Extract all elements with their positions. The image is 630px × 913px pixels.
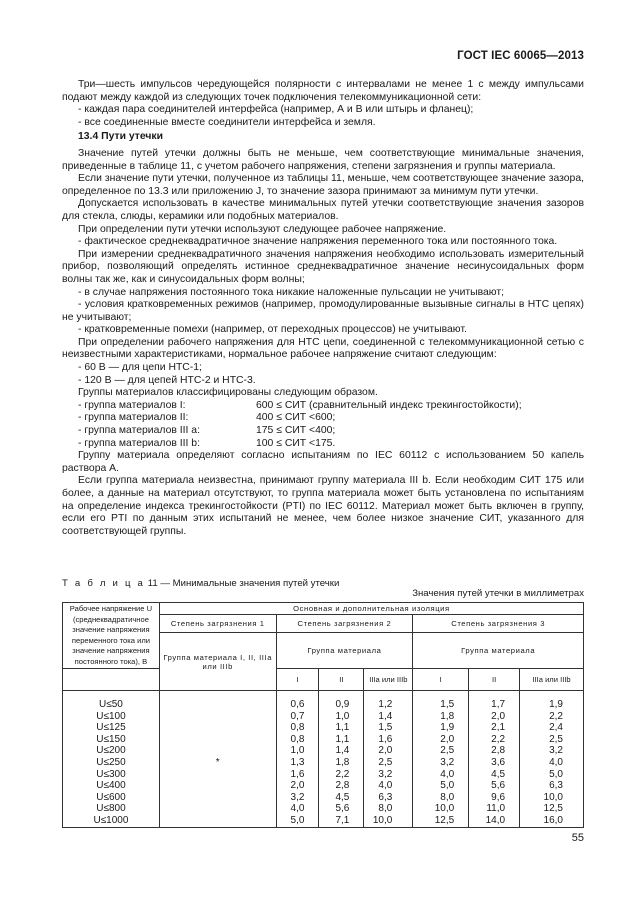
value-cell: 2,0 bbox=[364, 745, 413, 757]
value-cell: 5,0 bbox=[276, 815, 319, 827]
value-cell: 16,0 bbox=[520, 815, 584, 827]
table-row bbox=[63, 757, 584, 769]
table-row bbox=[63, 691, 584, 711]
value-cell: 2,0 bbox=[469, 711, 520, 723]
value-cell: 2,5 bbox=[364, 757, 413, 769]
value-cell: 4,0 bbox=[413, 769, 469, 781]
value-cell: 1,8 bbox=[319, 757, 364, 769]
voltage-cell: U≤600 bbox=[63, 792, 160, 804]
voltage-cell: U≤150 bbox=[63, 734, 160, 746]
table-row bbox=[63, 815, 584, 827]
value-cell: 0,6 bbox=[276, 691, 319, 711]
value-cell: 1,5 bbox=[364, 722, 413, 734]
subcolumn-header: I bbox=[276, 669, 319, 691]
value-cell: 5,0 bbox=[413, 780, 469, 792]
value-cell: 0,7 bbox=[276, 711, 319, 723]
value-cell: 1,0 bbox=[319, 711, 364, 723]
table-unit-note: Значения путей утечки в миллиметрах bbox=[412, 588, 584, 599]
value-cell: 2,8 bbox=[319, 780, 364, 792]
table-row bbox=[63, 780, 584, 792]
closing-paragraphs bbox=[62, 450, 584, 538]
paragraph: Три—шесть импульсов чередующейся полярности с интервалами не менее 1 с между импульсами подают между каждой из следующих точек подключения телекоммуникационной сети: bbox=[62, 79, 584, 103]
section-paragraphs bbox=[62, 148, 584, 400]
material-group-condition: 400 ≤ СИТ <600; bbox=[256, 412, 336, 424]
value-cell: 2,2 bbox=[520, 711, 584, 723]
subcolumn-header: II bbox=[319, 669, 364, 691]
material-group-name: - группа материалов III b: bbox=[78, 437, 200, 449]
subcolumn-header: I bbox=[413, 669, 469, 691]
value-cell: 1,4 bbox=[364, 711, 413, 723]
intro-paragraphs bbox=[62, 79, 584, 129]
document-code: ГОСТ IEC 60065—2013 bbox=[457, 50, 584, 62]
voltage-cell: U≤800 bbox=[63, 803, 160, 815]
material-group-item bbox=[62, 438, 584, 451]
value-cell: 12,5 bbox=[413, 815, 469, 827]
value-cell: 1,4 bbox=[319, 745, 364, 757]
voltage-cell: U≤1000 bbox=[63, 815, 160, 827]
paragraph: При измерении среднеквадратичного значения напряжения необходимо использовать измерительный прибор, позволяющий определять истинное среднеквадратичное значение несинусоидальных форм волны так же, как и синусоидальных форм волны; bbox=[62, 248, 584, 285]
material-group-name: - группа материалов III a: bbox=[78, 425, 200, 437]
paragraph: Если значение пути утечки, полученное из таблицы 11, меньше, чем соответствующее значение зазора, определенное по 13.3 или приложению J, то значение зазора принимают за минимум пути утечки. bbox=[62, 173, 584, 197]
paragraph: При определении рабочего напряжения для НТС цепи, соединенной с телекоммуникационной сетью с неизвестными характеристиками, нормальное рабочее напряжение считают следующим: bbox=[62, 336, 584, 361]
table-row bbox=[63, 769, 584, 781]
value-cell: 2,2 bbox=[319, 769, 364, 781]
header-degree-3: Степень загрязнения 3 bbox=[413, 615, 584, 633]
material-group-item bbox=[62, 425, 584, 438]
subcolumn-header: IIIa или IIIb bbox=[364, 669, 413, 691]
table-row bbox=[63, 792, 584, 804]
material-group-item bbox=[62, 412, 584, 425]
body-text bbox=[62, 79, 584, 538]
value-cell: 6,3 bbox=[364, 792, 413, 804]
value-cell: 5,6 bbox=[469, 780, 520, 792]
value-cell: 0,9 bbox=[319, 691, 364, 711]
value-cell: 7,1 bbox=[319, 815, 364, 827]
value-cell: 2,0 bbox=[276, 780, 319, 792]
material-group-condition: 600 ≤ СИТ (сравнительный индекс трекингостойкости); bbox=[256, 399, 522, 411]
value-cell: 2,5 bbox=[413, 745, 469, 757]
material-group-item bbox=[62, 400, 584, 413]
header-degree-1: Степень загрязнения 1 bbox=[159, 615, 276, 633]
table-caption bbox=[62, 578, 339, 589]
page-number: 55 bbox=[571, 832, 584, 844]
value-cell: 4,0 bbox=[520, 757, 584, 769]
table-row bbox=[63, 722, 584, 734]
value-cell: 8,0 bbox=[364, 803, 413, 815]
value-cell: 1,1 bbox=[319, 734, 364, 746]
header-group-degree-2: Группа материала bbox=[276, 633, 413, 669]
material-group-condition: 100 ≤ СИТ <175. bbox=[256, 437, 336, 449]
row-header-voltage: Рабочее напряжение U (среднеквадратичное значение напряжения переменного тока или значение напряжения постоянного тока), В bbox=[63, 603, 160, 669]
value-cell: 1,1 bbox=[319, 722, 364, 734]
value-cell: 1,0 bbox=[276, 745, 319, 757]
value-cell: 3,2 bbox=[276, 792, 319, 804]
value-cell: 10,0 bbox=[413, 803, 469, 815]
value-cell: 1,8 bbox=[413, 711, 469, 723]
value-cell: 1,2 bbox=[364, 691, 413, 711]
table-row bbox=[63, 734, 584, 746]
paragraph: Значение путей утечки должны быть не меньше, чем соответствующие минимальные значения, приведенные в таблице 11, с учетом рабочего напряжения, степени загрязнения и группы материала. bbox=[62, 147, 584, 172]
value-cell: 3,2 bbox=[413, 757, 469, 769]
value-cell: 1,5 bbox=[413, 691, 469, 711]
paragraph: При определении пути утечки используют следующее рабочее напряжение. bbox=[78, 223, 447, 235]
voltage-cell: U≤250 bbox=[63, 757, 160, 769]
value-cell: 1,3 bbox=[276, 757, 319, 769]
value-cell: 5,0 bbox=[520, 769, 584, 781]
list-item: - фактическое среднеквадратичное значение напряжения переменного тока или постоянного тока. bbox=[78, 236, 558, 248]
list-item: - 60 В — для цепи НТС-1; bbox=[78, 362, 202, 374]
list-item: - 120 В — для цепей НТС-2 и НТС-3. bbox=[78, 374, 256, 386]
value-cell: 1,6 bbox=[364, 734, 413, 746]
material-group-name: - группа материалов II: bbox=[78, 412, 189, 424]
table-row bbox=[63, 711, 584, 723]
value-cell: 11,0 bbox=[469, 803, 520, 815]
table-row bbox=[63, 745, 584, 757]
value-cell: 1,7 bbox=[469, 691, 520, 711]
paragraph: - условия кратковременных режимов (например, промодулированные вызывные сигналы в НТС цепях) не учитывают; bbox=[62, 299, 584, 323]
value-cell: 1,9 bbox=[520, 691, 584, 711]
degree-1-note-cell: * bbox=[159, 691, 276, 828]
header-group-degree-3: Группа материала bbox=[413, 633, 584, 669]
list-item: - все соединенные вместе соединители интерфейса и земля. bbox=[78, 116, 376, 128]
value-cell: 12,5 bbox=[520, 803, 584, 815]
value-cell: 1,9 bbox=[413, 722, 469, 734]
voltage-cell: U≤100 bbox=[63, 711, 160, 723]
value-cell: 2,4 bbox=[520, 722, 584, 734]
value-cell: 4,0 bbox=[364, 780, 413, 792]
voltage-cell: U≤50 bbox=[63, 691, 160, 711]
table-caption-prefix: Т а б л и ц а bbox=[62, 578, 146, 589]
value-cell: 2,1 bbox=[469, 722, 520, 734]
subcolumn-header: IIIa или IIIb bbox=[520, 669, 584, 691]
value-cell: 4,0 bbox=[276, 803, 319, 815]
value-cell: 0,8 bbox=[276, 722, 319, 734]
voltage-cell: U≤400 bbox=[63, 780, 160, 792]
header-main-insulation: Основная и дополнительная изоляция bbox=[159, 603, 583, 615]
value-cell: 3,2 bbox=[520, 745, 584, 757]
value-cell: 4,5 bbox=[319, 792, 364, 804]
value-cell: 2,0 bbox=[413, 734, 469, 746]
subcolumn-header: II bbox=[469, 669, 520, 691]
header-group-degree-1: Группа материала I, II, IIIa или IIIb bbox=[159, 633, 276, 691]
value-cell: 3,2 bbox=[364, 769, 413, 781]
value-cell: 9,6 bbox=[469, 792, 520, 804]
table-caption-text: 11 — Минимальные значения путей утечки bbox=[147, 578, 340, 589]
value-cell: 1,6 bbox=[276, 769, 319, 781]
section-title: 13.4 Пути утечки bbox=[78, 131, 163, 143]
value-cell: 2,2 bbox=[469, 734, 520, 746]
voltage-cell: U≤300 bbox=[63, 769, 160, 781]
list-item: Группы материалов классифицированы следующим образом. bbox=[78, 387, 378, 399]
value-cell: 2,8 bbox=[469, 745, 520, 757]
material-groups-list bbox=[62, 400, 584, 450]
header-empty bbox=[63, 669, 160, 691]
header-degree-2: Степень загрязнения 2 bbox=[276, 615, 413, 633]
value-cell: 6,3 bbox=[520, 780, 584, 792]
list-item: - кратковременные помехи (например, от переходных процессов) не учитывают. bbox=[78, 324, 467, 336]
paragraph: Допускается использовать в качестве минимальных путей утечки соответствующие значения зазоров для стекла, слюды, керамики или подобных материалов. bbox=[62, 198, 584, 222]
value-cell: 8,0 bbox=[413, 792, 469, 804]
value-cell: 10,0 bbox=[520, 792, 584, 804]
value-cell: 0,8 bbox=[276, 734, 319, 746]
list-item: - в случае напряжения постоянного тока никакие наложенные пульсации не учитывают; bbox=[78, 286, 505, 298]
table-row bbox=[63, 803, 584, 815]
value-cell: 5,6 bbox=[319, 803, 364, 815]
value-cell: 10,0 bbox=[364, 815, 413, 827]
material-group-condition: 175 ≤ СИТ <400; bbox=[256, 425, 336, 437]
paragraph: Группу материала определяют согласно испытаниям по IEC 60112 с использованием 50 капель раствора А. bbox=[62, 450, 584, 474]
value-cell: 14,0 bbox=[469, 815, 520, 827]
voltage-cell: U≤125 bbox=[63, 722, 160, 734]
paragraph: Если группа материала неизвестна, принимают группу материала III b. Если необходим СИТ 175 или более, а данные на материал отсутствуют, то группа материала может быть установлена по испытаниям на определение индекса трекингостойкости (PTI) по IEC 60112. Материал может быть включен в группу, если его PTI по данным этих испытаний не менее, чем более низкое значение СИТ, указанного для соответствующей группы. bbox=[62, 475, 584, 537]
value-cell: 4,5 bbox=[469, 769, 520, 781]
creepage-table bbox=[62, 602, 584, 828]
value-cell: 3,6 bbox=[469, 757, 520, 769]
voltage-cell: U≤200 bbox=[63, 745, 160, 757]
list-item: - каждая пара соединителей интерфейса (например, А и В или штырь и фланец); bbox=[78, 104, 474, 116]
value-cell: 2,5 bbox=[520, 734, 584, 746]
material-group-name: - группа материалов I: bbox=[78, 399, 186, 411]
